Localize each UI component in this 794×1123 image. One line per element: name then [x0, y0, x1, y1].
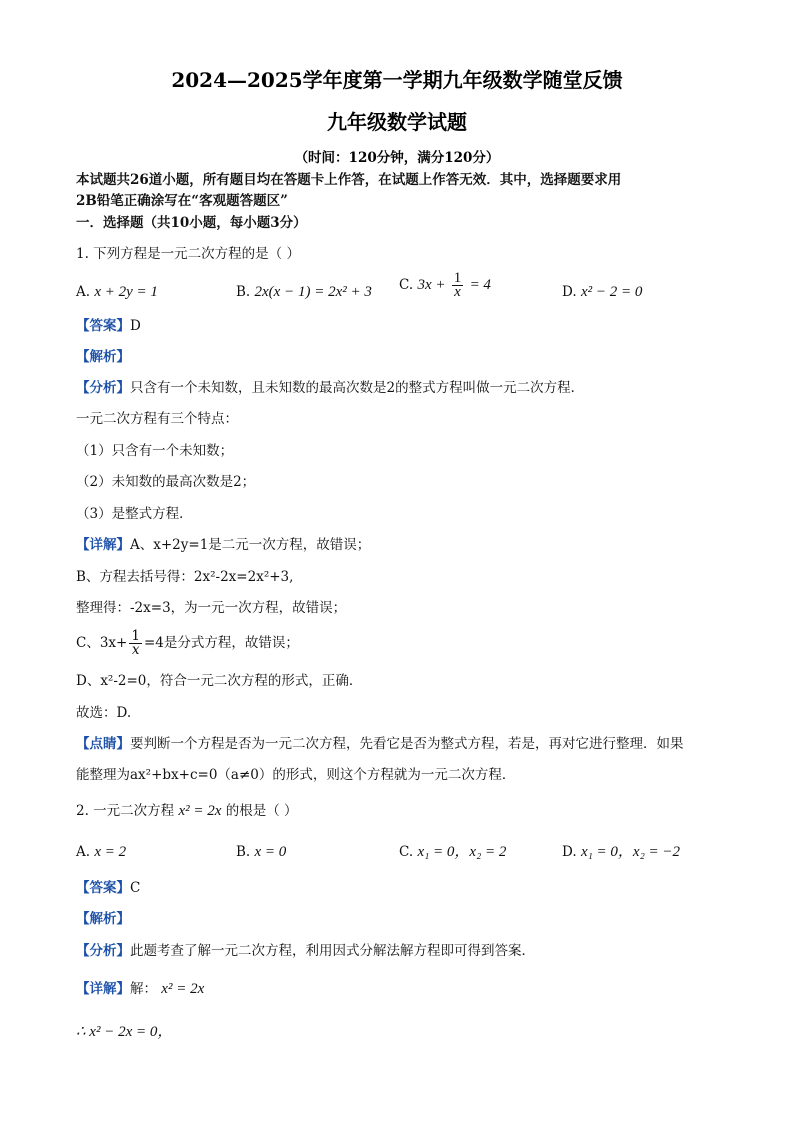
analysis-tag: 【解析】: [76, 911, 130, 927]
stem-pre: 2. 一元二次方程: [76, 803, 175, 819]
q1-detail-c: [76, 630, 299, 657]
q1-dianjing-1: [76, 734, 684, 754]
answer-tag: 【答案】: [76, 880, 130, 896]
q1-stem: 1. 下列方程是一元二次方程的是（ ）: [76, 246, 300, 262]
exam-time-info: （时间：120分钟，满分120分）: [294, 150, 500, 166]
exam-title: 2024—2025学年度第一学期九年级数学随堂反馈: [171, 68, 623, 92]
option-label: B.: [236, 284, 251, 300]
q2-option-b: [236, 841, 286, 863]
option-label: D.: [562, 284, 577, 300]
exam-subtitle: 九年级数学试题: [327, 110, 467, 134]
fraction: [129, 630, 142, 657]
xiangjie-tag: 【详解】: [76, 537, 130, 553]
q2-analysis-tag: [76, 909, 130, 929]
q1-feature-1: （1）只含有一个未知数；: [76, 443, 234, 459]
option-math-pre: 3x +: [417, 277, 446, 293]
intro-line-1: 本试题共26道小题，所有题目均在答题卡上作答，在试题上作答无效．其中，选择题要求用: [76, 172, 622, 188]
detail-c-pre: C、3x+: [76, 635, 128, 651]
detail-pre: 解：: [130, 981, 157, 997]
q1-option-b: [236, 281, 372, 303]
q2-stem: [76, 801, 298, 821]
q1-fenxi: [76, 378, 584, 398]
q1-option-c: [399, 272, 491, 299]
q2-fenxi: [76, 941, 535, 961]
detail-text: A、x+2y=1是二元一次方程，故错误；: [130, 537, 371, 553]
q1-detail-b2: 整理得：-2x=3，为一元一次方程，故错误；: [76, 600, 347, 616]
q1-detail-b1: B、方程去括号得：2x²-2x=2x²+3,: [76, 569, 294, 585]
option-math: x = 0: [254, 844, 287, 860]
q1-option-a: [76, 281, 158, 303]
option-label: B.: [236, 844, 251, 860]
detail-math: ∴ x² − 2x = 0，: [76, 1024, 173, 1040]
q1-dianjing-2: 能整理为ax²+bx+c=0（a≠0）的形式，则这个方程就为一元二次方程．: [76, 767, 516, 783]
q1-option-d: [562, 281, 642, 303]
option-label: D.: [562, 844, 577, 860]
q1-answer: [76, 316, 141, 336]
q1-analysis-tag: [76, 347, 130, 367]
answer-value: D: [130, 318, 141, 334]
stem-math: x² = 2x: [178, 803, 222, 819]
q1-detail-d: D、x²-2=0，符合一元二次方程的形式，正确．: [76, 673, 363, 689]
q2-option-d: [562, 841, 680, 863]
q1-feature-2: （2）未知数的最高次数是2；: [76, 474, 256, 490]
xiangjie-tag: 【详解】: [76, 981, 130, 997]
option-label: C.: [399, 844, 414, 860]
q2-answer: [76, 878, 140, 898]
q1-features-intro: 一元二次方程有三个特点：: [76, 411, 238, 427]
fenxi-text: 此题考查了解一元二次方程，利用因式分解法解方程即可得到答案．: [130, 943, 535, 959]
option-math: x + 2y = 1: [94, 284, 158, 300]
option-label: C.: [399, 277, 414, 293]
option-math: x = 2: [94, 844, 127, 860]
fenxi-text: 只含有一个未知数，且未知数的最高次数是2的整式方程叫做一元二次方程．: [130, 380, 585, 396]
q1-feature-3: （3）是整式方程．: [76, 506, 193, 522]
q2-detail-2: [76, 1022, 172, 1042]
detail-c-post: =4是分式方程，故错误；: [143, 635, 299, 651]
intro-line-2: 2B铅笔正确涂写在“客观题答题区”: [76, 193, 288, 209]
answer-tag: 【答案】: [76, 318, 130, 334]
option-math: 2x(x − 1) = 2x² + 3: [254, 284, 372, 300]
option-label: A.: [76, 844, 91, 860]
fraction-denominator: x: [131, 642, 140, 658]
option-math-post: = 4: [469, 277, 491, 293]
q1-choose: 故选：D.: [76, 705, 132, 721]
option-math: x₁ = 0，x₂ = 2: [417, 844, 507, 860]
stem-post: 的根是（ ）: [225, 803, 298, 819]
fraction-denominator: x: [454, 284, 461, 300]
answer-value: C: [130, 880, 141, 896]
q2-option-a: [76, 841, 126, 863]
dianjing-tag: 【点睛】: [76, 736, 130, 752]
option-label: A.: [76, 284, 91, 300]
q2-option-c: [399, 841, 506, 863]
fraction: [452, 272, 464, 299]
dianjing-text: 要判断一个方程是否为一元二次方程，先看它是否为整式方程，若是，再对它进行整理．如果: [130, 736, 684, 752]
q2-detail-1: [76, 979, 204, 999]
option-math: x₁ = 0，x₂ = −2: [580, 844, 681, 860]
fraction-numerator: 1: [131, 628, 140, 644]
section-heading: 一．选择题（共10小题，每小题3分）: [76, 215, 307, 231]
fraction-numerator: 1: [453, 270, 462, 286]
analysis-tag: 【解析】: [76, 349, 130, 365]
fenxi-tag: 【分析】: [76, 380, 130, 396]
detail-math: x² = 2x: [161, 981, 205, 997]
fenxi-tag: 【分析】: [76, 943, 130, 959]
q1-detail-a: [76, 535, 370, 555]
option-math: x² − 2 = 0: [580, 284, 643, 300]
